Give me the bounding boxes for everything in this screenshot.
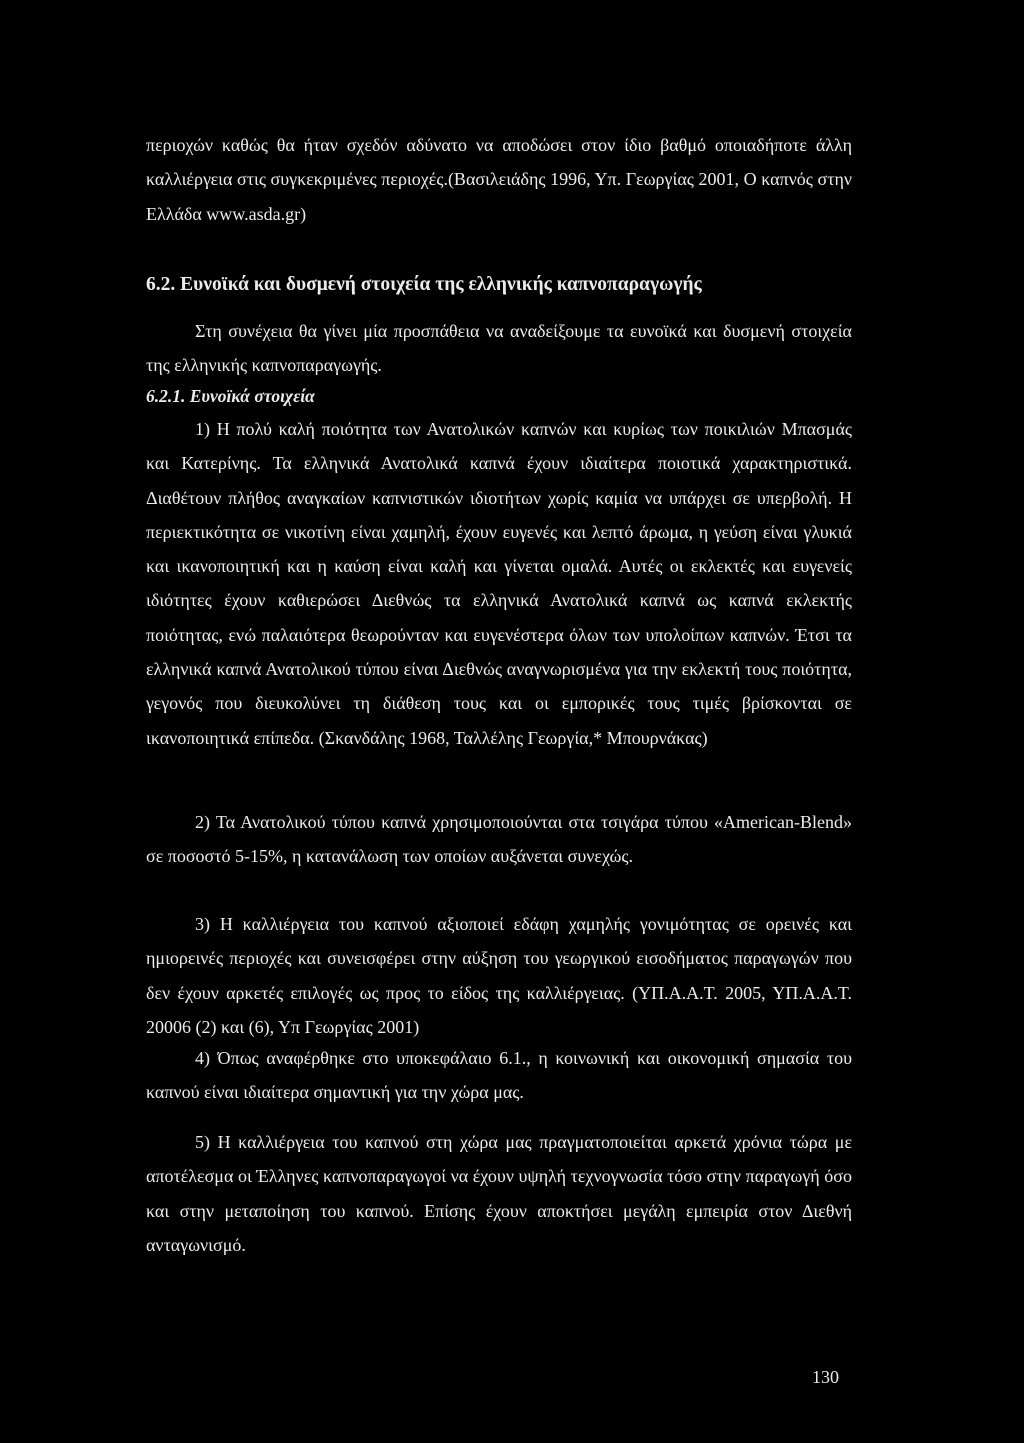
section-intro-paragraph: Στη συνέχεια θα γίνει μία προσπάθεια να αναδείξουμε τα ευνοϊκά και δυσμενή στοιχεία της ελληνικής καπνοπαραγωγής. [146,321,852,376]
list-item-2: 2) Τα Ανατολικού τύπου καπνά χρησιμοποιούνται στα τσιγάρα τύπου «American-Blend» σε ποσοστό 5-15%, η κατανάλωση των οποίων αυξάνεται συνεχώς. [146,812,852,867]
list-item-3: 3) Η καλλιέργεια του καπνού αξιοποιεί εδάφη χαμηλής γονιμότητας σε ορεινές και ημιορεινές περιοχές και συνεισφέρει στην αύξηση του γεωργικού εισοδήματος παραγωγών που δεν έχουν αρκετές επιλογές ως προς το είδος της καλλιέργειας. (ΥΠ.Α.Α.Τ. 2005, ΥΠ.Α.Α.Τ. 20006 (2) και (6), Υπ Γεωργίας 2001) [146,914,852,1037]
section-heading: 6.2. Ευνοϊκά και δυσμενή στοιχεία της ελληνικής καπνοπαραγωγής [146,274,702,295]
list-item-1: 1) Η πολύ καλή ποιότητα των Ανατολικών καπνών και κυρίως των ποικιλιών Μπασμάς και Κατερίνης. Τα ελληνικά Ανατολικά καπνά έχουν ιδιαίτερα ποιοτικά χαρακτηριστικά. Διαθέτουν πλήθος αναγκαίων καπνιστικών ιδιοτήτων χωρίς καμία να υπάρχει σε υπερβολή. Η περιεκτικότητα σε νικοτίνη είναι χαμηλή, έχουν ευγενές και λεπτό άρωμα, η γεύση είναι γλυκιά και ικανοποιητική και η καύση είναι καλή και γίνεται ομαλά. Αυτές οι εκλεκτές και ευγενείς ιδιότητες έχουν καθιερώσει Διεθνώς τα ελληνικά Ανατολικά καπνά ως καπνά εκλεκτής ποιότητας, ενώ παλαιότερα θεωρούνταν και ευγενέστερα όλων των υπολοίπων καπνών. Έτσι τα ελληνικά καπνά Ανατολικού τύπου είναι Διεθνώς αναγνωρισμένα για την εκλεκτή τους ποιότητα, γεγονός που διευκολύνει τη διάθεση τους και οι εμπορικές τους τιμές βρίσκονται σε ικανοποιητικά επίπεδα. (Σκανδάλης 1968, Ταλλέλης Γεωργία,* Μπουρνάκας) [146,419,852,748]
subsection-heading: 6.2.1. Ευνοϊκά στοιχεία [146,386,315,406]
intro-paragraph: περιοχών καθώς θα ήταν σχεδόν αδύνατο να αποδώσει στον ίδιο βαθμό οποιαδήποτε άλλη καλλιέργεια στις συγκεκριμένες περιοχές.(Βασιλειάδης 1996, Υπ. Γεωργίας 2001, Ο καπνός στην Ελλάδα www.asda.gr) [146,135,852,224]
list-item-4: 4) Όπως αναφέρθηκε στο υποκεφάλαιο 6.1., η κοινωνική και οικονομική σημασία του καπνού είναι ιδιαίτερα σημαντική για την χώρα μας. [146,1048,852,1103]
list-item-5: 5) Η καλλιέργεια του καπνού στη χώρα μας πραγματοποιείται αρκετά χρόνια τώρα με αποτέλεσμα οι Έλληνες καπνοπαραγωγοί να έχουν υψηλή τεχνογνωσία τόσο στην παραγωγή όσο και στην μεταποίηση του καπνού. Επίσης έχουν αποκτήσει μεγάλη εμπειρία στον Διεθνή ανταγωνισμό. [146,1132,852,1255]
page-number: 130 [812,1367,839,1387]
